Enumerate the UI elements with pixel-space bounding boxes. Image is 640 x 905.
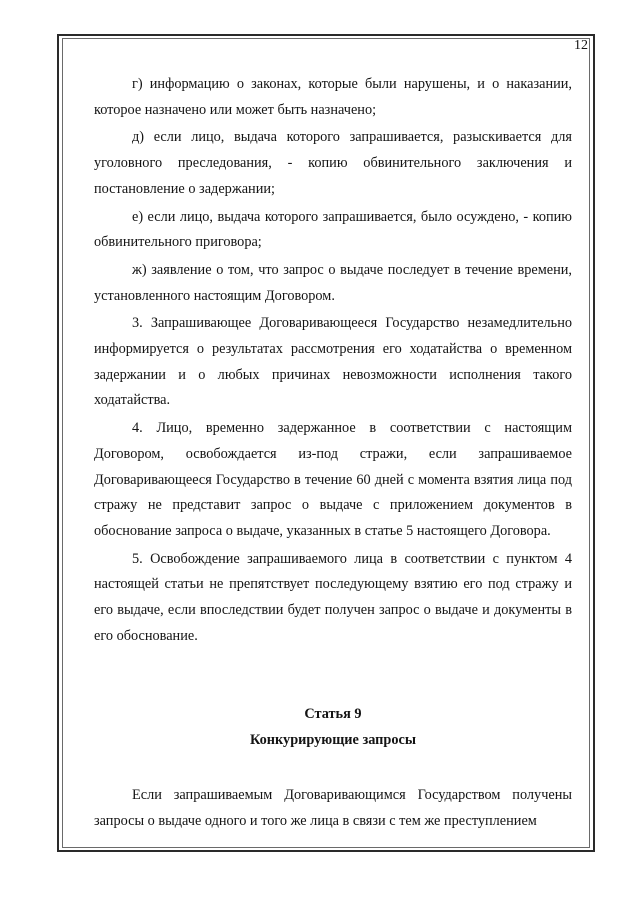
paragraph-5: 5. Освобождение запрашиваемого лица в соответствии с пунктом 4 настоящей статьи не препятствует последующему взятию его под стражу и его выдаче, если впоследствии будет получен запрос о выдаче и документы в его обоснование.	[94, 550, 572, 644]
article-number: Статья 9	[304, 706, 362, 722]
document-body	[94, 72, 572, 649]
article-body	[94, 783, 572, 834]
paragraph-e: е) если лицо, выдача которого запрашивается, было осуждено, - копию обвинительного приговора;	[94, 208, 572, 251]
article-intro-paragraph: Если запрашиваемым Договаривающимся Государством получены запросы о выдаче одного и того же лица в связи с тем же преступлением	[94, 787, 572, 829]
paragraph-zh: ж) заявление о том, что запрос о выдаче последует в течение времени, установленного настоящим Договором.	[94, 261, 572, 304]
article-title: Конкурирующие запросы	[249, 732, 417, 748]
paragraph-g: г) информацию о законах, которые были нарушены, и о наказании, которое назначено или может быть назначено;	[94, 76, 572, 118]
paragraph-3: 3. Запрашивающее Договаривающееся Государство незамедлительно информируется о результатах рассмотрения его ходатайства о временном задержании и о любых причинах невозможности исполнения такого ходатайства.	[94, 315, 572, 409]
paragraph-4: 4. Лицо, временно задержанное в соответствии с настоящим Договором, освобождается из-под стражи, если запрашиваемое Договаривающееся Государство в течение 60 дней с момента взятия лица под стражу не представит запрос о выдаче с приложением документов в обоснование запроса о выдаче, указанных в статье 5 настоящего Договора.	[94, 420, 572, 539]
page-number: 12	[574, 38, 588, 53]
paragraph-d: д) если лицо, выдача которого запрашивается, разыскивается для уголовного преследования, - копию обвинительного заключения и постановление о задержании;	[94, 129, 572, 197]
